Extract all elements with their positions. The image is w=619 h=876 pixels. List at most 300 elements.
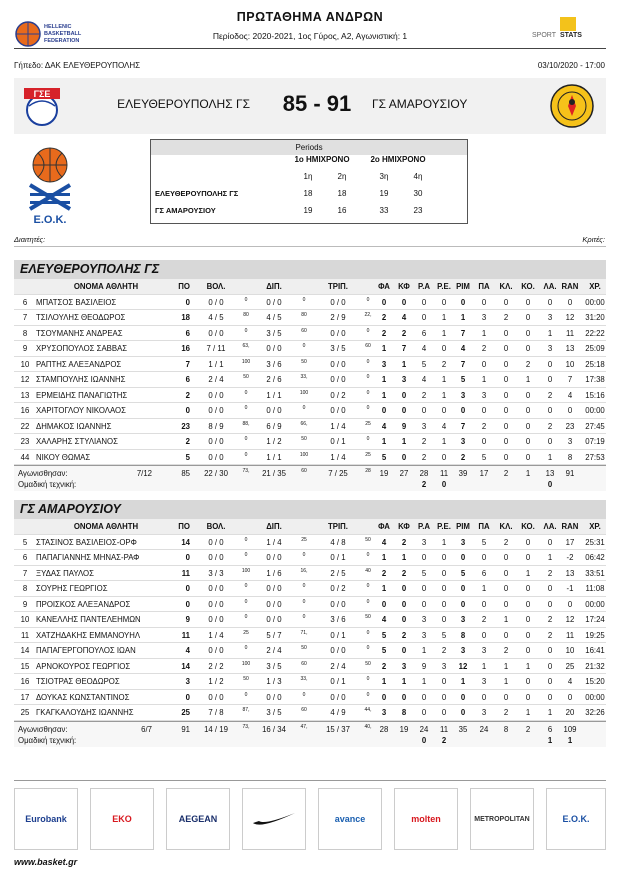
stat-cell: 1 <box>381 553 387 562</box>
stat-cell: 0 <box>525 537 531 547</box>
stat-cell: 25 <box>565 661 575 671</box>
period-team-name: ΓΣ ΑΜΑΡΟΥΣΙΟΥ <box>155 206 216 215</box>
stat-cell: 100 <box>241 358 251 365</box>
stat-cell: 8 <box>401 708 407 717</box>
player-number: 44 <box>20 452 30 462</box>
stat-cell: 5 <box>441 630 447 640</box>
stat-cell: 0 <box>547 599 553 609</box>
stat-cell: 0 <box>441 553 447 562</box>
referees-label: Διαιτητές: <box>14 235 46 244</box>
total-cell: 27 <box>399 469 409 478</box>
stat-cell: 10 <box>565 359 575 369</box>
stat-cell: 14 <box>181 537 190 547</box>
stat-cell: 15:16 <box>585 390 605 400</box>
player-number: 25 <box>20 708 30 717</box>
stat-cell: 2 / 2 <box>208 661 224 671</box>
stat-cell: 0 / 2 <box>330 584 346 593</box>
total-cell: 91 <box>565 469 575 478</box>
player-row <box>14 612 606 628</box>
stat-cell: 0 <box>460 553 466 562</box>
stat-cell: 3 <box>441 661 447 671</box>
stat-cell: 2 <box>381 661 387 671</box>
stat-cell: 1 <box>401 359 407 369</box>
column-header: ΠΟ <box>178 522 190 531</box>
stat-cell: 80 <box>301 312 307 318</box>
player-name: ΤΣΙΟΤΡΑΣ ΘΕΟΔΩΡΟΣ <box>36 677 120 686</box>
stat-cell: 0 <box>441 297 447 307</box>
stat-cell: 0 <box>244 691 248 698</box>
quarter-label: 3η <box>379 172 389 181</box>
stat-cell: 60 <box>301 327 307 334</box>
stat-cell: 4 / 9 <box>330 708 346 717</box>
stat-cell: 2 <box>547 568 553 578</box>
stat-cell: 0 <box>185 584 190 593</box>
total-cell: 73, <box>242 723 250 730</box>
stat-cell: 2 <box>421 452 427 462</box>
stat-cell: 3 <box>421 537 427 547</box>
stat-cell: 0 <box>366 676 370 682</box>
stat-cell: 3 <box>421 630 427 640</box>
stat-cell: 71, <box>300 629 308 636</box>
stat-cell: 0 <box>525 390 531 400</box>
player-number: 15 <box>20 661 30 671</box>
stat-cell: 0 <box>503 553 509 562</box>
stat-cell: 0 / 0 <box>208 537 224 547</box>
total-cell: 85 <box>181 469 190 478</box>
stat-cell: 0 <box>460 406 466 415</box>
stat-cell: 0 <box>401 297 407 307</box>
stat-cell: 2 <box>421 390 427 400</box>
stat-cell: 0 / 0 <box>208 297 224 307</box>
stat-cell: 7 <box>460 359 466 369</box>
stat-cell: 1 <box>401 553 407 562</box>
stat-cell: 0 <box>441 708 447 717</box>
stat-cell: 100 <box>241 567 251 574</box>
stat-cell: 0 <box>441 615 447 624</box>
stat-cell: 2 <box>441 359 447 369</box>
stat-cell: 0 <box>244 598 248 605</box>
stat-cell: 1 <box>503 615 509 624</box>
stat-cell: 0 <box>244 536 248 543</box>
stat-cell: 00:00 <box>585 297 605 307</box>
stat-cell: 0 <box>525 599 531 609</box>
stat-cell: 1 <box>525 375 531 384</box>
player-number: 16 <box>20 677 30 686</box>
stat-cell: 1 <box>421 677 427 686</box>
stat-cell: 27:53 <box>585 452 605 462</box>
stat-cell: 0 <box>441 599 447 609</box>
stat-cell: 6 <box>421 328 427 338</box>
stat-cell: 11:08 <box>585 584 605 593</box>
stat-cell: 0 / 0 <box>266 297 282 307</box>
team-totals-row <box>14 465 606 491</box>
stat-cell: 0 <box>441 452 447 462</box>
stat-cell: 0 <box>401 584 407 593</box>
website-link[interactable]: www.basket.gr <box>14 857 78 867</box>
player-name: ΔΟΥΚΑΣ ΚΩΝΣΤΑΝΤΙΝΟΣ <box>36 692 130 702</box>
quarter-label: 1η <box>303 172 313 181</box>
stat-cell: 0 / 1 <box>330 677 346 686</box>
stat-cell: 0 / 0 <box>266 692 282 702</box>
stat-cell: 0 <box>366 389 370 396</box>
column-header: ΡΙΜ <box>456 522 470 531</box>
stat-cell: 0 <box>481 297 487 307</box>
player-number: 9 <box>22 344 28 353</box>
player-row <box>14 403 606 419</box>
stat-cell: 2 <box>401 537 407 547</box>
stat-cell: 0 / 0 <box>266 406 282 415</box>
column-header: ΦΑ <box>378 282 390 291</box>
stat-cell: 0 <box>503 406 509 415</box>
team-name-bar: ΕΛΕΥΘΕΡΟΥΠΟΛΗΣ ΓΣ <box>14 260 606 279</box>
stat-cell: 0 / 0 <box>330 375 346 384</box>
stat-cell: 1 <box>460 313 466 322</box>
player-number: 7 <box>22 313 28 322</box>
stat-cell: 0 / 1 <box>330 553 346 562</box>
stat-cell: 0 <box>244 552 248 558</box>
stat-cell: 0 <box>366 598 370 605</box>
stat-cell: 0 <box>244 296 248 303</box>
stat-cell: 0 <box>503 599 509 609</box>
team-name-bar: ΓΣ ΑΜΑΡΟΥΣΙΟΥ <box>14 500 606 519</box>
stat-cell: 0 <box>185 406 190 415</box>
total-cell: 24 <box>419 724 429 734</box>
stat-cell: 7 <box>460 421 466 431</box>
stat-cell: 0 <box>503 584 509 593</box>
player-row <box>14 450 606 466</box>
referees-line <box>14 235 606 247</box>
player-number: 7 <box>22 568 28 578</box>
player-row <box>14 535 606 551</box>
stat-cell: 0 <box>441 344 447 353</box>
total-cell: 28 <box>365 468 371 474</box>
player-row <box>14 566 606 582</box>
period-score: 16 <box>337 206 347 215</box>
column-header: RAN <box>561 282 579 291</box>
stat-cell: 2 <box>503 537 509 547</box>
total-cell: 2 <box>525 724 531 734</box>
player-number: 11 <box>20 630 30 640</box>
player-name: ΓΚΑΓΚΑΛΟΥΔΗΣ ΙΩΑΝΝΗΣ <box>36 708 134 717</box>
stat-cell: 1 <box>441 328 447 338</box>
stat-cell: 5 <box>381 452 387 462</box>
team-technical-value: 0 <box>441 480 447 489</box>
player-number: 13 <box>20 390 30 400</box>
stat-cell: 16, <box>300 567 308 574</box>
player-number: 22 <box>20 421 30 431</box>
stat-cell: 1 / 6 <box>266 568 282 578</box>
stat-cell: 50 <box>301 645 307 651</box>
stat-cell: 12 <box>458 661 468 671</box>
stat-cell: 0 <box>567 406 573 415</box>
svg-text:HELLENIC: HELLENIC <box>44 24 72 30</box>
stat-cell: 0 <box>381 406 387 415</box>
player-row <box>14 434 606 450</box>
stat-cell: 50 <box>243 676 249 682</box>
stat-cell: 100 <box>299 451 309 458</box>
stat-cell: 1 / 1 <box>266 390 282 400</box>
stat-cell: 0 <box>366 296 370 303</box>
player-row <box>14 628 606 644</box>
stat-cell: 25:18 <box>585 359 605 369</box>
season-info: Περίοδος: 2020-2021, 1ος Γύρος, Α2, Αγωνιστική: 1 <box>212 31 408 41</box>
stat-cell: 60 <box>301 660 307 667</box>
column-header: ΚΟ. <box>521 522 535 531</box>
player-name: ΧΑΡΙΤΟΓΛΟΥ ΝΙΚΟΛΑΟΣ <box>36 406 126 415</box>
stat-cell: 5 <box>381 630 387 640</box>
stat-cell: 3 / 5 <box>330 344 346 353</box>
stat-cell: 0 / 0 <box>208 584 224 593</box>
stat-cell: 4 <box>567 390 573 400</box>
quarter-label: 2η <box>337 172 347 181</box>
player-row <box>14 419 606 435</box>
stat-cell: 00:00 <box>585 692 605 702</box>
stat-cell: 0 <box>401 452 407 462</box>
stat-cell: 3 <box>481 646 487 655</box>
stat-cell: 16 <box>181 344 190 353</box>
stat-cell: 6 <box>481 568 487 578</box>
total-cell: 28 <box>379 724 389 734</box>
stat-cell: 4 <box>421 344 427 353</box>
stat-cell: 7 / 11 <box>206 344 226 353</box>
stat-cell: 0 <box>366 583 370 589</box>
second-half-label: 2ο ΗΜΙΧΡΟΝΟ <box>370 155 426 164</box>
player-number: 5 <box>22 537 28 547</box>
stat-cell: 25 <box>365 451 371 458</box>
stat-cell: 0 <box>244 645 248 651</box>
stat-cell: 0 <box>567 297 573 307</box>
sponsor-molten: molten <box>394 788 458 850</box>
stat-cell: 4 <box>421 375 427 384</box>
stat-cell: 1 / 1 <box>266 452 282 462</box>
total-cell: 1 <box>525 469 531 478</box>
stat-cell: 0 <box>503 390 509 400</box>
stat-cell: 0 <box>481 406 487 415</box>
stat-cell: 0 <box>302 343 306 349</box>
total-cell: 19 <box>399 724 409 734</box>
stat-cell: 0 <box>381 599 387 609</box>
stat-cell: 0 <box>401 646 407 655</box>
total-cell: 40, <box>364 723 372 730</box>
stat-cell: 5 <box>460 375 466 384</box>
stat-cell: 3 <box>381 708 387 717</box>
sponsor-nike <box>242 788 306 850</box>
sponsor-aegean: AEGEAN <box>166 788 230 850</box>
stat-cell: 0 <box>421 584 427 593</box>
stat-cell: 0 <box>381 297 387 307</box>
stat-cell: 100 <box>241 660 251 667</box>
team-technical-value: 2 <box>421 480 427 489</box>
stat-cell: 0 <box>185 599 190 609</box>
player-name: ΕΡΜΕΙΔΗΣ ΠΑΝΑΓΙΩΤΗΣ <box>36 390 128 400</box>
total-cell: 21 / 35 <box>262 469 286 478</box>
stat-cell: 50 <box>301 436 307 442</box>
stat-cell: 11 <box>565 328 575 338</box>
team-technical-value: 1 <box>567 735 573 745</box>
column-header: ΠΑ <box>478 522 490 531</box>
player-number: 10 <box>20 615 30 624</box>
stat-cell: 50 <box>301 358 307 365</box>
stat-cell: 2 / 4 <box>266 646 282 655</box>
player-name: ΡΑΠΤΗΣ ΑΛΕΞΑΝΔΡΟΣ <box>36 359 122 369</box>
stat-cell: 0 <box>525 421 531 431</box>
team-technical-value: 1 <box>547 735 553 745</box>
stat-cell: 21:32 <box>585 661 605 671</box>
stat-cell: 9 <box>421 661 427 671</box>
stat-cell: 2 / 4 <box>208 375 224 384</box>
stat-cell: 0 <box>441 584 447 593</box>
stat-cell: 0 <box>244 436 248 442</box>
period-score: 18 <box>303 189 313 198</box>
stat-cell: 1 <box>481 584 487 593</box>
stat-cell: 0 <box>244 389 248 396</box>
stat-cell: 1 / 4 <box>330 421 346 431</box>
total-cell: 35 <box>458 724 468 734</box>
stat-cell: 5 <box>185 452 190 462</box>
stat-cell: 2 <box>381 568 387 578</box>
stat-cell: 12 <box>565 313 575 322</box>
stat-cell: 0 / 2 <box>330 390 346 400</box>
svg-text:ΓΣΕ: ΓΣΕ <box>33 89 51 99</box>
stat-cell: 11 <box>181 568 190 578</box>
stat-cell: 0 / 0 <box>208 437 224 446</box>
stat-cell: 1 <box>525 568 531 578</box>
player-row <box>14 341 606 357</box>
stat-cell: 0 <box>421 692 427 702</box>
stat-cell: 0 <box>481 553 487 562</box>
stat-cell: 5 <box>481 452 487 462</box>
total-cell: 15 / 37 <box>326 724 350 734</box>
stat-cell: 1 / 4 <box>266 537 282 547</box>
stat-cell: 2 / 6 <box>266 375 282 384</box>
stat-cell: 0 <box>244 405 248 411</box>
away-team-name: ΓΣ ΑΜΑΡΟΥΣΙΟΥ <box>372 97 468 111</box>
stat-cell: 66, <box>300 420 308 427</box>
stat-cell: 0 <box>421 599 427 609</box>
stat-cell: 0 <box>503 437 509 446</box>
stat-cell: 1 <box>525 708 531 717</box>
stat-cell: 0 / 0 <box>208 452 224 462</box>
stat-cell: 7 <box>185 359 190 369</box>
total-cell: 91 <box>181 724 190 734</box>
stat-cell: 1 / 4 <box>330 452 346 462</box>
column-header: ΚΦ <box>398 282 410 291</box>
stat-cell: 1 <box>441 313 447 322</box>
stat-cell: 3 <box>481 313 487 322</box>
player-name: ΠΡΟΙΣΚΟΣ ΑΛΕΞΑΝΔΡΟΣ <box>36 599 131 609</box>
player-name: ΑΡΝΟΚΟΥΡΟΣ ΓΕΩΡΓΙΟΣ <box>36 661 131 671</box>
stat-cell: 1 <box>460 677 466 686</box>
stat-cell: 0 / 0 <box>266 344 282 353</box>
stat-cell: 6 <box>185 328 190 338</box>
stat-cell: 0 <box>401 599 407 609</box>
player-name: ΤΣΙΛΟΥΛΗΣ ΘΕΟΔΩΡΟΣ <box>36 313 126 322</box>
total-cell: 60 <box>301 468 307 474</box>
stat-cell: 0 / 0 <box>330 599 346 609</box>
column-header: ΟΝΟΜΑ ΑΘΛΗΤΗ <box>73 522 139 531</box>
stat-cell: 3 <box>567 437 573 446</box>
stat-cell: 3 / 6 <box>330 615 346 624</box>
stat-cell: 0 <box>481 599 487 609</box>
stat-cell: 0 <box>547 437 553 446</box>
player-number: 6 <box>22 297 28 307</box>
stat-cell: 0 / 1 <box>330 630 346 640</box>
column-header: ΔΙΠ. <box>266 282 282 291</box>
stat-cell: 0 / 0 <box>208 390 224 400</box>
stat-cell: 3 <box>421 421 427 431</box>
column-header: ΤΡΙΠ. <box>328 522 348 531</box>
player-number: 17 <box>20 692 30 702</box>
player-name: ΤΣΟΥΜΑΝΗΣ ΑΝΔΡΕΑΣ <box>36 328 123 338</box>
stat-cell: 8 <box>460 630 466 640</box>
stat-cell: 4 <box>381 421 387 431</box>
period-score: 19 <box>303 206 313 215</box>
player-row <box>14 597 606 613</box>
player-name: ΞΥΔΑΣ ΠΑΥΛΟΣ <box>36 568 94 578</box>
player-number: 8 <box>22 584 28 593</box>
player-name: ΠΑΠΑΓΙΑΝΝΗΣ ΜΗΝΑΣ-ΡΑΦ <box>36 553 140 562</box>
stat-cell: 3 <box>421 615 427 624</box>
stat-cell: 0 <box>567 599 573 609</box>
stat-cell: 22, <box>364 312 372 318</box>
stat-cell: 0 <box>421 553 427 562</box>
column-header: ΒΟΛ. <box>206 282 226 291</box>
stat-cell: 1 / 4 <box>208 630 224 640</box>
stat-cell: 0 <box>366 358 370 365</box>
stat-cell: 1 <box>381 375 387 384</box>
stat-cell: 4 <box>185 646 190 655</box>
column-header: Ρ.Α <box>418 282 430 291</box>
stat-cell: 3 / 6 <box>266 359 282 369</box>
stat-cell: 3 <box>460 537 466 547</box>
stat-cell: 0 <box>401 390 407 400</box>
stat-cell: 0 <box>441 677 447 686</box>
stat-cell: 0 <box>525 677 531 686</box>
stat-cell: 07:19 <box>585 437 605 446</box>
stat-cell: 50 <box>365 614 371 620</box>
stat-cell: 50 <box>365 660 371 667</box>
stat-cell: 1 <box>441 390 447 400</box>
stat-cell: 1 <box>381 390 387 400</box>
stat-cell: 1 <box>401 677 407 686</box>
stat-cell: 1 <box>481 375 487 384</box>
stat-cell: 0 <box>302 552 306 558</box>
stat-cell: 0 <box>421 708 427 717</box>
player-row <box>14 295 606 311</box>
stat-cell: 23 <box>565 421 575 431</box>
first-half-label: 1ο ΗΜΙΧΡΟΝΟ <box>294 155 350 164</box>
stat-cell: 1 / 2 <box>208 677 224 686</box>
stat-cell: 16:41 <box>585 646 605 655</box>
stat-cell: 1 <box>503 677 509 686</box>
stat-cell: 3 / 5 <box>266 708 282 717</box>
stat-cell: 0 <box>244 451 248 458</box>
stat-cell: 0 <box>302 583 306 589</box>
stat-cell: 25 <box>365 420 371 427</box>
total-cell: 14 / 19 <box>204 724 228 734</box>
stat-cell: 33, <box>300 676 308 682</box>
player-name: ΣΟΥΡΗΣ ΓΕΩΡΓΙΟΣ <box>36 584 108 593</box>
stat-cell: 3 / 3 <box>208 568 224 578</box>
stat-cell: 0 / 0 <box>266 584 282 593</box>
stat-cell: 0 <box>366 691 370 698</box>
stat-cell: 0 <box>547 375 553 384</box>
stat-cell: 2 <box>481 615 487 624</box>
stat-cell: 0 <box>547 692 553 702</box>
stat-cell: 15:20 <box>585 677 605 686</box>
stat-cell: 2 <box>547 615 553 624</box>
player-row <box>14 388 606 404</box>
